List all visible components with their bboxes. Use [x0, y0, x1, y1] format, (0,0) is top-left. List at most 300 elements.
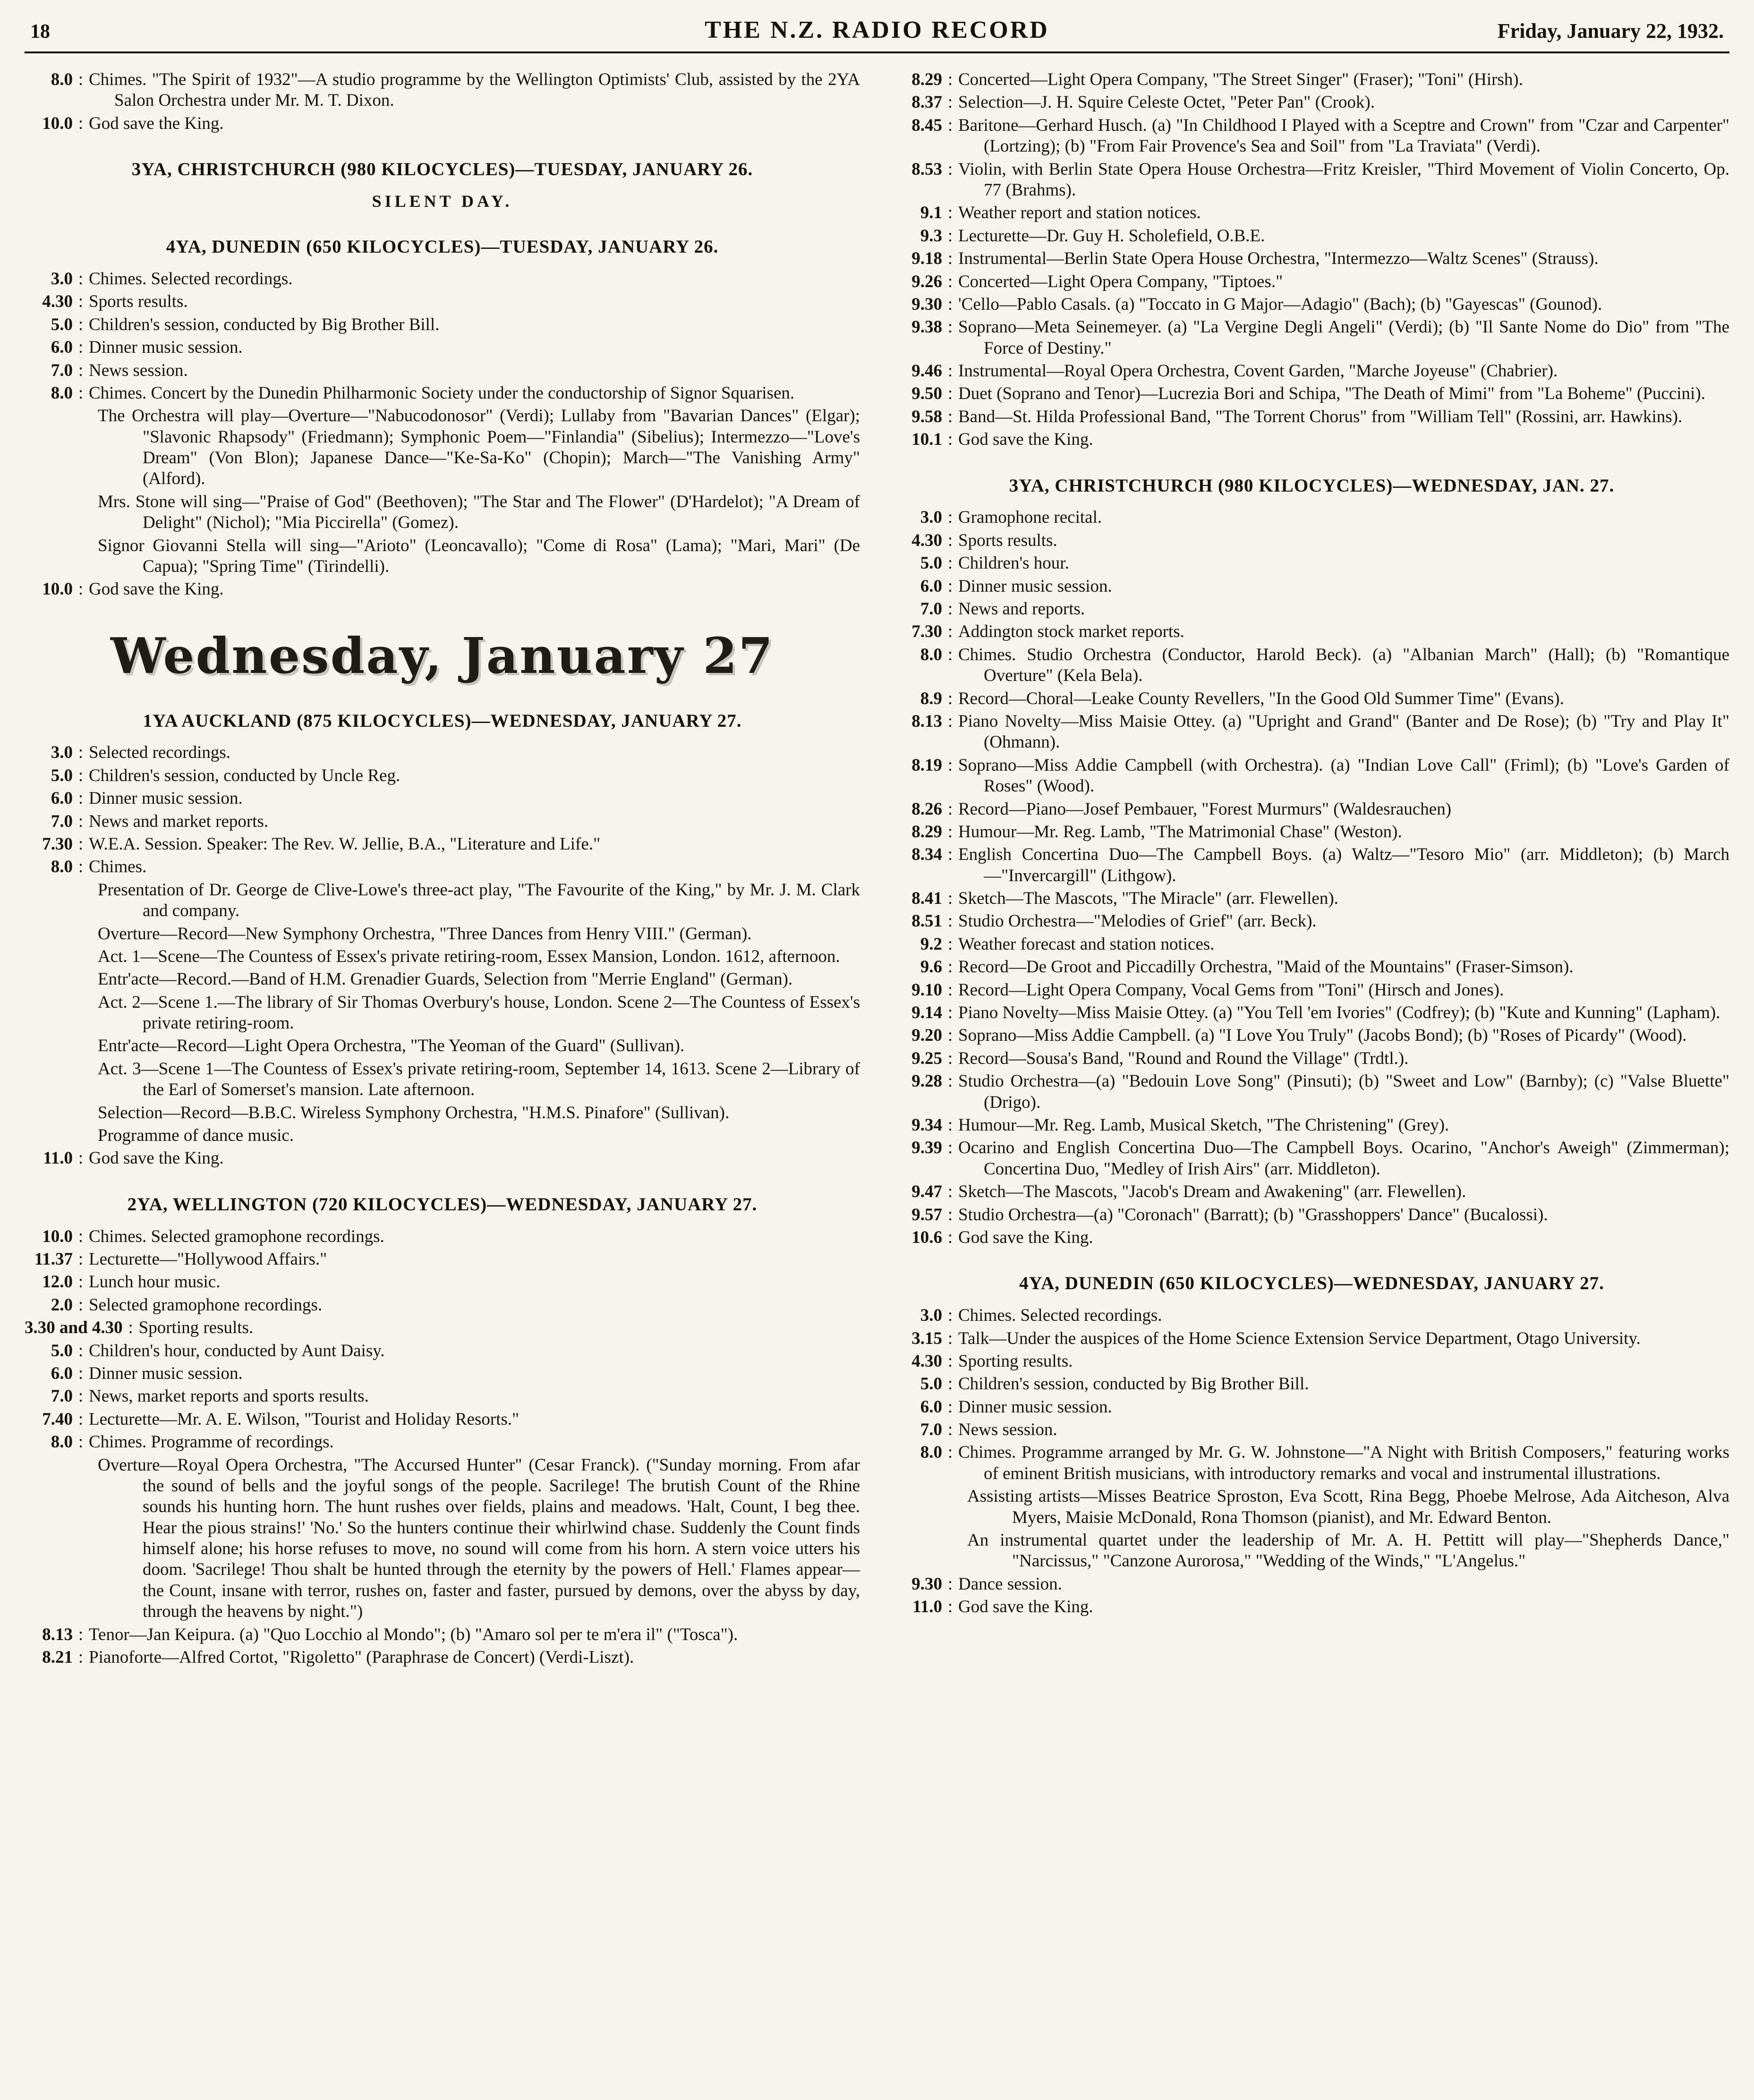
- programme-entry: [894, 203, 1729, 223]
- time-separator: :: [78, 383, 84, 403]
- programme-entry: [25, 69, 860, 111]
- time-separator: :: [78, 1272, 84, 1292]
- entry-time: 9.14: [911, 1003, 942, 1023]
- entry-time: 9.18: [911, 249, 942, 269]
- time-separator: :: [78, 113, 84, 133]
- programme-entry: [25, 1341, 860, 1361]
- programme-entry: [25, 360, 860, 381]
- entry-text: Studio Orchestra—(a) "Bedouin Love Song" (Pinsuti); (b) "Sweet and Low" (Barnby); (c) "Valse Bluette" (Drigo).: [958, 1071, 1729, 1112]
- time-separator: :: [947, 93, 953, 112]
- programme-entry: [894, 69, 1729, 90]
- programme-entry: [894, 844, 1729, 886]
- entry-text: Gramophone recital.: [958, 508, 1102, 527]
- entry-time: 8.26: [911, 799, 942, 819]
- entry-time: 9.39: [911, 1138, 942, 1158]
- entry-text: News and market reports.: [89, 811, 269, 831]
- entry-time: 5.0: [51, 315, 73, 334]
- time-separator: :: [947, 1397, 953, 1417]
- entry-text: Studio Orchestra—"Melodies of Grief" (arr. Beck).: [958, 911, 1317, 931]
- entry-time: 3.0: [51, 743, 73, 763]
- entry-time: 7.30: [911, 622, 942, 642]
- entry-time: 9.3: [920, 226, 942, 246]
- time-separator: :: [78, 1409, 84, 1429]
- time-separator: :: [78, 579, 84, 599]
- time-separator: :: [947, 1443, 953, 1462]
- time-separator: :: [78, 743, 84, 763]
- entry-text: God save the King.: [89, 1148, 224, 1168]
- programme-continuation: Entr'acte—Record.—Band of H.M. Grenadier Guards, Selection from "Merrie England" (German).: [98, 969, 793, 989]
- entry-text: Dinner music session.: [89, 338, 243, 357]
- entry-text: Ocarino and English Concertina Duo—The Campbell Boys. Ocarino, "Anchor's Aweigh" (Zimmerman); Concertina Duo, "Medley of Irish Airs" (arr. Middleton).: [958, 1138, 1729, 1179]
- programme-entry: [25, 315, 860, 335]
- time-separator: :: [947, 1306, 953, 1326]
- programme-entry: [25, 269, 860, 289]
- entry-time: 8.0: [51, 1432, 73, 1452]
- programme-entry: [894, 621, 1729, 642]
- programme-entry: [894, 1205, 1729, 1225]
- time-separator: :: [78, 765, 84, 785]
- time-separator: :: [947, 934, 953, 954]
- time-separator: :: [947, 1420, 953, 1440]
- entry-text: Piano Novelty—Miss Maisie Ottey. (a) "Upright and Grand" (Banter and De Rose); (b) "Try and Play It" (Ohmann).: [958, 711, 1729, 752]
- time-separator: :: [78, 1386, 84, 1406]
- entry-time: 11.37: [34, 1250, 73, 1269]
- entry-text: Concerted—Light Opera Company, "Tiptoes.": [958, 272, 1283, 291]
- programme-continuation: Act. 2—Scene 1.—The library of Sir Thomas Overbury's house, London. Scene 2—The Countess of Essex's private retiring-room.: [98, 992, 860, 1033]
- entry-text: Chimes. Programme arranged by Mr. G. W. Johnstone—"A Night with British Composers," featuring works of eminent British musicians, with introductory remarks and vocal and instrumental illustrations.: [958, 1443, 1729, 1483]
- day-heading: Wednesday, January 27: [111, 626, 774, 685]
- time-separator: :: [947, 508, 953, 527]
- time-separator: :: [78, 1432, 84, 1452]
- time-separator: :: [947, 645, 953, 664]
- entry-text: Dinner music session.: [958, 1397, 1112, 1417]
- entry-time: 9.34: [911, 1115, 942, 1135]
- programme-entry: [894, 553, 1729, 574]
- programme-entry: [894, 294, 1729, 315]
- left-column: [25, 69, 860, 1670]
- programme-entry: [894, 934, 1729, 955]
- entry-text: God save the King.: [958, 1597, 1093, 1617]
- programme-entry: [894, 1574, 1729, 1595]
- programme-entry: [894, 507, 1729, 528]
- time-separator: :: [78, 269, 84, 289]
- entry-time: 11.0: [912, 1597, 942, 1617]
- time-separator: :: [947, 1227, 953, 1247]
- time-separator: :: [947, 911, 953, 931]
- entry-time: 12.0: [42, 1272, 73, 1292]
- entry-time: 4.30: [911, 1351, 942, 1371]
- entry-text: Sporting results.: [138, 1318, 254, 1338]
- programme-entry: [894, 1071, 1729, 1113]
- entry-text: Soprano—Miss Addie Campbell. (a) "I Love You Truly" (Jacobs Bond); (b) "Roses of Picardy" (Wood).: [958, 1026, 1687, 1046]
- programme-entry: [25, 1647, 860, 1668]
- time-separator: :: [947, 1071, 953, 1091]
- entry-time: 8.0: [51, 857, 73, 877]
- entry-text: Selected recordings.: [89, 743, 230, 763]
- entry-time: 9.1: [920, 203, 942, 223]
- time-separator: :: [78, 1295, 84, 1315]
- entry-text: Dinner music session.: [89, 789, 243, 808]
- programme-continuation: Act. 3—Scene 1—The Countess of Essex's private retiring-room, September 14, 1613. Scene 2—Library of the Earl of Somerset's mansion. Late afternoon.: [98, 1059, 860, 1100]
- programme-entry: [894, 407, 1729, 427]
- programme-entry: [894, 530, 1729, 551]
- time-separator: :: [947, 711, 953, 731]
- time-separator: :: [947, 1115, 953, 1135]
- entry-time: 9.46: [911, 361, 942, 381]
- entry-text: Duet (Soprano and Tenor)—Lucrezia Bori and Schipa, "The Death of Mimi" from "La Boheme" (Puccini).: [958, 384, 1705, 404]
- programme-entry: [894, 799, 1729, 820]
- programme-entry: [894, 1374, 1729, 1394]
- time-separator: :: [947, 1374, 953, 1394]
- time-separator: :: [78, 1624, 84, 1644]
- time-separator: :: [947, 159, 953, 179]
- programme-entry: [894, 159, 1729, 201]
- paper-title: THE N.Z. RADIO RECORD: [705, 17, 1049, 43]
- time-separator: :: [947, 576, 953, 596]
- time-separator: :: [947, 430, 953, 450]
- entry-text: Weather report and station notices.: [958, 203, 1201, 223]
- time-separator: :: [947, 889, 953, 909]
- station-header: 3YA, CHRISTCHURCH (980 KILOCYCLES)—WEDNESDAY, JAN. 27.: [1009, 475, 1615, 496]
- entry-time: 9.6: [920, 957, 942, 977]
- programme-continuation: The Orchestra will play—Overture—"Nabucodonosor" (Verdi); Lullaby from "Bavarian Dances" (Elgar); "Slavonic Rhapsody" (Friedmann); Symphonic Poem—"Finlandia" (Sibelius); Intermezzo—"Love's Dream" (Von Blon); Japanese Dance—"Ke-Sa-Ko" (Chopin); March—"The Vanishing Army" (Alford).: [98, 406, 860, 489]
- time-separator: :: [947, 622, 953, 642]
- time-separator: :: [78, 857, 84, 877]
- time-separator: :: [947, 1026, 953, 1046]
- entry-time: 7.0: [920, 1420, 942, 1440]
- time-separator: :: [78, 338, 84, 357]
- entry-text: Selection—J. H. Squire Celeste Octet, "Peter Pan" (Crook).: [958, 93, 1375, 112]
- station-header: 2YA, WELLINGTON (720 KILOCYCLES)—WEDNESDAY, JANUARY 27.: [127, 1194, 758, 1215]
- entry-time: 8.29: [911, 822, 942, 842]
- programme-entry: [894, 1182, 1729, 1202]
- programme-continuation: Overture—Record—New Symphony Orchestra, "Three Dances from Henry VIII." (German).: [98, 924, 752, 944]
- entry-text: Chimes. "The Spirit of 1932"—A studio programme by the Wellington Optimists' Club, assisted by the 2YA Salon Orchestra under Mr. M. T. Dixon.: [89, 70, 860, 111]
- entry-text: Chimes. Concert by the Dunedin Philharmonic Society under the conductorship of Signor Squarisen.: [89, 383, 795, 403]
- time-separator: :: [947, 845, 953, 865]
- entry-text: Lecturette—Dr. Guy H. Scholefield, O.B.E.: [958, 226, 1265, 246]
- programme-entry: [894, 1442, 1729, 1484]
- programme-continuation: Mrs. Stone will sing—"Praise of God" (Beethoven); "The Star and The Flower" (D'Hardelot); "A Dream of Delight" (Nichol); "Mia Piccirella" (Gomez).: [98, 492, 860, 533]
- entry-time: 7.0: [51, 360, 73, 380]
- programme-entry: [25, 1249, 860, 1270]
- entry-text: Record—Choral—Leake County Revellers, "In the Good Old Summer Time" (Evans).: [958, 689, 1564, 708]
- time-separator: :: [947, 249, 953, 269]
- entry-text: Lunch hour music.: [89, 1272, 221, 1292]
- entry-text: Piano Novelty—Miss Maisie Ottey. (a) "You Tell 'em Ivories" (Codfrey); (b) "Kute and Kunning" (Lapham).: [958, 1003, 1720, 1023]
- programme-entry: [894, 1003, 1729, 1023]
- entry-time: 6.0: [51, 789, 73, 808]
- programme-entry: [894, 1115, 1729, 1136]
- time-separator: :: [947, 599, 953, 619]
- time-separator: :: [947, 1351, 953, 1371]
- entry-time: 8.0: [51, 383, 73, 403]
- entry-text: God save the King.: [958, 1227, 1093, 1247]
- programme-entry: [894, 689, 1729, 709]
- time-separator: :: [947, 1574, 953, 1594]
- entry-time: 3.0: [51, 269, 73, 289]
- entry-time: 4.30: [42, 292, 73, 312]
- time-separator: :: [947, 70, 953, 89]
- entry-text: Dinner music session.: [89, 1363, 243, 1383]
- time-separator: :: [947, 799, 953, 819]
- programme-entry: [894, 576, 1729, 597]
- entry-time: 11.0: [43, 1148, 73, 1168]
- programme-entry: [894, 226, 1729, 247]
- entry-time: 9.57: [911, 1205, 942, 1224]
- entry-time: 8.0: [920, 645, 942, 664]
- time-separator: :: [947, 226, 953, 246]
- time-separator: :: [947, 384, 953, 404]
- entry-time: 7.0: [51, 1386, 73, 1406]
- programme-entry: [25, 788, 860, 809]
- programme-entry: [894, 1351, 1729, 1372]
- time-separator: :: [78, 360, 84, 380]
- masthead: [25, 12, 1729, 51]
- entry-text: Chimes. Selected recordings.: [958, 1306, 1162, 1326]
- entry-time: 6.0: [920, 576, 942, 596]
- entry-time: 3.0: [920, 1306, 942, 1326]
- entry-time: 6.0: [51, 1363, 73, 1383]
- programme-listings: [25, 69, 1729, 1670]
- time-separator: :: [78, 1226, 84, 1246]
- entry-time: 9.26: [911, 272, 942, 291]
- entry-text: News session.: [89, 360, 188, 380]
- programme-entry: [25, 811, 860, 832]
- entry-text: Tenor—Jan Keipura. (a) "Quo Locchio al Mondo"; (b) "Amaro sol per te m'era il" ("Tosca").: [89, 1624, 738, 1644]
- programme-entry: [894, 755, 1729, 797]
- entry-text: English Concertina Duo—The Campbell Boys. (a) Waltz—"Tesoro Mio" (arr. Middleton); (b) March—"Invercargill" (Lithgow).: [958, 845, 1729, 885]
- programme-entry: [894, 822, 1729, 842]
- entry-text: Pianoforte—Alfred Cortot, "Rigoletto" (Paraphrase de Concert) (Verdi-Liszt).: [89, 1648, 634, 1667]
- programme-entry: [25, 1295, 860, 1316]
- programme-entry: [894, 1305, 1729, 1326]
- entry-time: 9.30: [911, 1574, 942, 1594]
- entry-time: 8.29: [911, 70, 942, 89]
- programme-entry: [25, 857, 860, 877]
- time-separator: :: [947, 361, 953, 381]
- entry-time: 7.0: [51, 811, 73, 831]
- programme-entry: [25, 742, 860, 763]
- time-separator: :: [947, 980, 953, 1000]
- time-separator: :: [947, 689, 953, 708]
- entry-text: Lecturette—"Hollywood Affairs.": [89, 1250, 327, 1269]
- programme-entry: [894, 317, 1729, 359]
- right-column: [894, 69, 1729, 1670]
- programme-continuation: Overture—Royal Opera Orchestra, "The Accursed Hunter" (Cesar Franck). ("Sunday morning. From afar the sound of bells and the joyful songs of the people. Sacrilege! The brutish Count of the Rhine sounds his hunting horn. The hunt rushes over fields, plains and meadows. 'Halt, Count, I beg thee. Hear the pious strains!' 'No.' So the hunters continue their whirlwind chase. Suddenly the Count finds himself alone; his horse refuses to move, no sound will come from his horn. A stern voice utters his doom. 'Sacrilege! Thou shalt be hunted through the eternity by the powers of Hell.' Flames appear—the Count, insane with terror, rushes on, faster and faster, pursued by demons, over the abyss by day, through the heavens by night."): [98, 1455, 860, 1622]
- entry-text: Baritone—Gerhard Husch. (a) "In Childhood I Played with a Sceptre and Crown" from "Czar and Carpenter" (Lortzing); (b) "From Fair Provence's Sea and Soil" from "La Traviata" (Verdi).: [958, 115, 1729, 156]
- entry-time: 10.0: [42, 1226, 73, 1246]
- time-separator: :: [947, 407, 953, 426]
- time-separator: :: [128, 1318, 133, 1338]
- entry-text: Children's session, conducted by Big Brother Bill.: [89, 315, 440, 334]
- programme-entry: [25, 291, 860, 312]
- entry-text: Instrumental—Berlin State Opera House Orchestra, "Intermezzo—Waltz Scenes" (Strauss).: [958, 249, 1599, 269]
- entry-time: 2.0: [51, 1295, 73, 1315]
- time-separator: :: [947, 530, 953, 550]
- time-separator: :: [947, 822, 953, 842]
- entry-text: Children's hour, conducted by Aunt Daisy.: [89, 1341, 385, 1360]
- entry-time: 6.0: [51, 338, 73, 357]
- programme-entry: [25, 383, 860, 404]
- programme-continuation: Act. 1—Scene—The Countess of Essex's private retiring-room, Essex Mansion, London. 1612, afternoon.: [98, 946, 840, 966]
- entry-text: News, market reports and sports results.: [89, 1386, 369, 1406]
- entry-text: God save the King.: [89, 113, 224, 133]
- entry-time: 8.21: [42, 1648, 73, 1667]
- entry-time: 8.0: [920, 1443, 942, 1462]
- entry-time: 9.30: [911, 294, 942, 314]
- entry-time: 10.1: [911, 430, 942, 450]
- time-separator: :: [947, 1205, 953, 1224]
- programme-continuation: Assisting artists—Misses Beatrice Sproston, Eva Scott, Rina Begg, Phoebe Melrose, Ada Aitcheson, Alva Myers, Maisie McDonald, Rona Thomson (pianist), and Mr. Edward Benton.: [967, 1487, 1729, 1527]
- time-separator: :: [78, 292, 84, 312]
- entry-time: 3.15: [911, 1328, 942, 1348]
- silent-day-subhead: SILENT DAY.: [372, 191, 513, 211]
- time-separator: :: [947, 317, 953, 337]
- entry-time: 8.34: [911, 845, 942, 865]
- programme-entry: [894, 115, 1729, 157]
- entry-time: 7.40: [42, 1409, 73, 1429]
- time-separator: :: [947, 553, 953, 573]
- entry-text: W.E.A. Session. Speaker: The Rev. W. Jellie, B.A., "Literature and Life.": [89, 834, 601, 854]
- entry-text: Dinner music session.: [958, 576, 1112, 596]
- time-separator: :: [78, 789, 84, 808]
- programme-entry: [894, 911, 1729, 932]
- entry-text: Chimes.: [89, 857, 147, 877]
- entry-time: 9.47: [911, 1182, 942, 1202]
- programme-entry: [894, 1048, 1729, 1069]
- time-separator: :: [947, 1138, 953, 1158]
- entry-text: Instrumental—Royal Opera Orchestra, Covent Garden, "Marche Joyeuse" (Chabrier).: [958, 361, 1558, 381]
- programme-entry: [25, 1386, 860, 1407]
- entry-text: Dance session.: [958, 1574, 1062, 1594]
- entry-text: 'Cello—Pablo Casals. (a) "Toccato in G Major—Adagio" (Bach); (b) "Gayescas" (Gounod).: [958, 294, 1602, 314]
- entry-text: God save the King.: [958, 430, 1093, 450]
- programme-entry: [894, 957, 1729, 978]
- time-separator: :: [947, 272, 953, 291]
- entry-text: Sporting results.: [958, 1351, 1073, 1371]
- programme-entry: [25, 1624, 860, 1645]
- entry-time: 8.9: [920, 689, 942, 708]
- programme-entry: [894, 1138, 1729, 1180]
- entry-time: 9.50: [911, 384, 942, 404]
- entry-time: 6.0: [920, 1397, 942, 1417]
- station-header: 3YA, CHRISTCHURCH (980 KILOCYCLES)—TUESDAY, JANUARY 26.: [131, 159, 753, 180]
- programme-entry: [894, 888, 1729, 909]
- programme-entry: [894, 361, 1729, 382]
- entry-time: 8.13: [42, 1624, 73, 1644]
- time-separator: :: [947, 755, 953, 775]
- programme-entry: [25, 765, 860, 786]
- entry-text: Record—Piano—Josef Pembauer, "Forest Murmurs" (Waldesrauchen): [958, 799, 1452, 819]
- programme-continuation: Selection—Record—B.B.C. Wireless Symphony Orchestra, "H.M.S. Pinafore" (Sullivan).: [98, 1103, 730, 1122]
- entry-text: Band—St. Hilda Professional Band, "The Torrent Chorus" from "William Tell" (Rossini, arr. Hawkins).: [958, 407, 1683, 426]
- header-rule: [25, 51, 1729, 53]
- time-separator: :: [947, 294, 953, 314]
- page-number: 18: [30, 21, 50, 43]
- programme-entry: [894, 429, 1729, 450]
- time-separator: :: [947, 957, 953, 977]
- entry-time: 5.0: [920, 1374, 942, 1394]
- programme-entry: [25, 113, 860, 134]
- programme-entry: [894, 272, 1729, 292]
- entry-time: 8.13: [911, 711, 942, 731]
- entry-text: Humour—Mr. Reg. Lamb, Musical Sketch, "The Christening" (Grey).: [958, 1115, 1449, 1135]
- entry-text: Lecturette—Mr. A. E. Wilson, "Tourist and Holiday Resorts.": [89, 1409, 519, 1429]
- entry-text: God save the King.: [89, 579, 224, 599]
- entry-text: Studio Orchestra—(a) "Coronach" (Barratt); (b) "Grasshoppers' Dance" (Bucalossi).: [958, 1205, 1548, 1224]
- entry-time: 8.0: [51, 70, 73, 89]
- entry-text: News session.: [958, 1420, 1057, 1440]
- entry-text: Sports results.: [89, 292, 188, 312]
- programme-entry: [25, 1226, 860, 1247]
- time-separator: :: [78, 1250, 84, 1269]
- entry-time: 9.10: [911, 980, 942, 1000]
- entry-time: 4.30: [911, 530, 942, 550]
- programme-entry: [894, 599, 1729, 620]
- entry-text: Concerted—Light Opera Company, "The Street Singer" (Fraser); "Toni" (Hirsh).: [958, 70, 1523, 89]
- time-separator: :: [78, 1148, 84, 1168]
- entry-text: Chimes. Programme of recordings.: [89, 1432, 334, 1452]
- entry-text: Weather forecast and station notices.: [958, 934, 1215, 954]
- time-separator: :: [947, 203, 953, 223]
- entry-time: 8.19: [911, 755, 942, 775]
- programme-entry: [894, 383, 1729, 404]
- entry-text: Children's session, conducted by Big Brother Bill.: [958, 1374, 1309, 1394]
- programme-entry: [894, 980, 1729, 1001]
- entry-time: 8.41: [911, 889, 942, 909]
- entry-text: Soprano—Meta Seinemeyer. (a) "La Vergine Degli Angeli" (Verdi); (b) "Il Sante Nome do Dio" from "The Force of Destiny.": [958, 317, 1729, 358]
- time-separator: :: [78, 1648, 84, 1667]
- entry-text: Sketch—The Mascots, "The Miracle" (arr. Flewellen).: [958, 889, 1338, 909]
- entry-time: 9.25: [911, 1048, 942, 1068]
- entry-text: Record—De Groot and Piccadilly Orchestra, "Maid of the Mountains" (Fraser-Simson).: [958, 957, 1574, 977]
- time-separator: :: [947, 1048, 953, 1068]
- entry-text: Talk—Under the auspices of the Home Science Extension Service Department, Otago University.: [958, 1328, 1641, 1348]
- entry-time: 5.0: [51, 765, 73, 785]
- entry-time: 9.28: [911, 1071, 942, 1091]
- entry-time: 7.0: [920, 599, 942, 619]
- station-header: 4YA, DUNEDIN (650 KILOCYCLES)—WEDNESDAY, JANUARY 27.: [1019, 1273, 1604, 1294]
- time-separator: :: [947, 1328, 953, 1348]
- entry-text: Chimes. Selected recordings.: [89, 269, 293, 289]
- time-separator: :: [78, 315, 84, 334]
- programme-continuation: Entr'acte—Record—Light Opera Orchestra, "The Yeoman of the Guard" (Sullivan).: [98, 1036, 685, 1056]
- programme-entry: [25, 337, 860, 358]
- entry-time: 10.0: [42, 113, 73, 133]
- time-separator: :: [78, 1341, 84, 1360]
- programme-entry: [25, 579, 860, 600]
- programme-entry: [894, 1328, 1729, 1349]
- programme-entry: [25, 1363, 860, 1384]
- programme-entry: [894, 1397, 1729, 1418]
- programme-entry: [894, 1227, 1729, 1248]
- entry-text: Record—Light Opera Company, Vocal Gems from "Toni" (Hirsch and Jones).: [958, 980, 1504, 1000]
- programme-entry: [894, 645, 1729, 687]
- programme-entry: [25, 1318, 860, 1338]
- programme-entry: [25, 1409, 860, 1430]
- programme-continuation: Signor Giovanni Stella will sing—"Arioto" (Leoncavallo); "Come di Rosa" (Lama); "Mari, Mari" (De Capua); "Spring Time" (Tirindelli).: [98, 536, 860, 577]
- entry-time: 8.51: [911, 911, 942, 931]
- entry-text: Children's session, conducted by Uncle Reg.: [89, 765, 400, 785]
- entry-text: Chimes. Selected gramophone recordings.: [89, 1226, 384, 1246]
- time-separator: :: [78, 70, 84, 89]
- issue-date: Friday, January 22, 1932.: [1497, 19, 1724, 43]
- entry-text: Selected gramophone recordings.: [89, 1295, 323, 1315]
- programme-entry: [25, 1432, 860, 1453]
- time-separator: :: [947, 115, 953, 135]
- time-separator: :: [78, 1363, 84, 1383]
